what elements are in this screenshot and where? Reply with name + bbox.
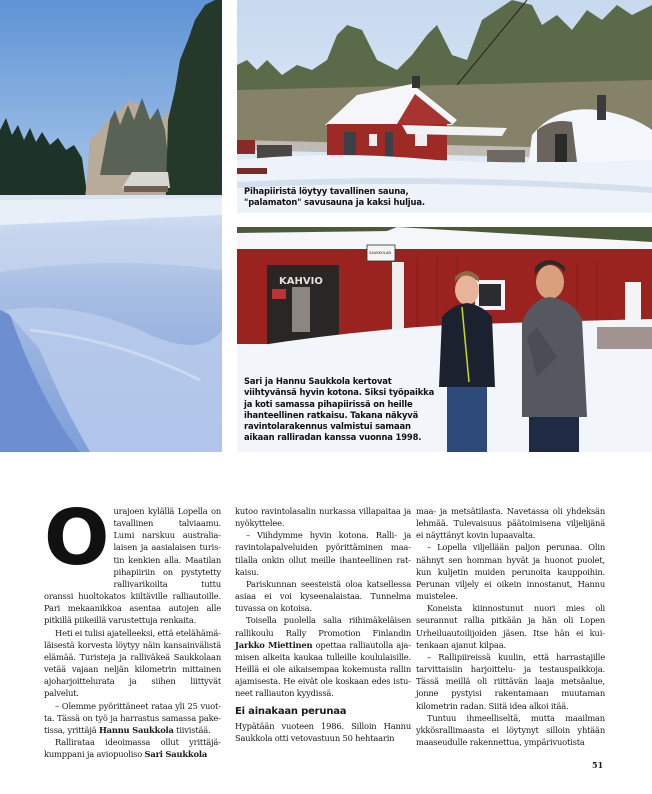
paragraph: urajoen kylällä Lopella on tavallinen talviaamu. Lumi narskuu australialaisen ja aasialaisen turistin kenkien alla. Maatilan pihapiiriin on pystytetty rallivarikoilta tuttu oranssi huoltokatos kiiltäville ralliautoille. Pari mekaanikkoa asentaa autojen alle pitkillä piikeillä varustettuja renkaita. (44, 506, 221, 626)
text-run: opettaa ralliautolla ajamisen alkeita kaukaa tulleille koululaisille. Heillä ei ole aikaisempaa kokemusta rallin ajamisesta. He eivät ole koskaan edes istuneet ralliauton kyydissä. (235, 639, 411, 699)
paragraph: Koneista kiinnostunut nuori mies oli seurannut rallia pitkään ja hän oli Lopen Urheiluautoilijoiden jäsen. Itse hän ei kuitenkaan ajanut kilpaa. (416, 603, 605, 650)
caption-line: ja koti samassa pihapiirissä on heille (244, 398, 413, 409)
article-column-3 (416, 505, 605, 748)
saukkolan-sign-text: SAUKKOLAN (369, 251, 392, 255)
photo-caption-sauna (244, 186, 444, 209)
paragraph: – Lopella viljellään paljon perunaa. Olin nähnyt sen homman hyvät ja huonot puolet, kun kuljetin muiden perunoita kauppoihin. Perunan viljely ei oikein innostanut, Hannu muistelee. (416, 542, 605, 602)
article-column-1 (44, 494, 221, 760)
person-name: Jarkko Miettinen (235, 639, 313, 650)
article-column-2 (235, 505, 411, 744)
kahvio-sign-text: KAHVIO (279, 276, 323, 287)
paragraph: Hypätään vuoteen 1986. Silloin Hannu Saukkola otti vetovastuun 50 hehtaarin (235, 720, 411, 743)
snowy-road-image (0, 0, 222, 452)
section-subheading: Ei ainakaan perunaa (235, 705, 347, 717)
person-name: Sari Saukkola (144, 749, 208, 760)
caption-line: ravintolarakennus valmistui samaan (244, 421, 411, 432)
paragraph: – Viihdymme hyvin kotona. Ralli- ja ravintolapalveluiden pyörittäminen maatilalla onkin ollut meille ihanteellinen ratkaisu. (235, 530, 411, 577)
photo-sauna-yard (237, 0, 652, 213)
text-run: Rallirataa ideoimassa ollut yrittäjäkumppani ja aviopuoliso (44, 736, 221, 760)
caption-line: viihtyvänsä hyvin kotona. Siksi työpaikka (244, 387, 435, 398)
caption-line: "palamaton" savusauna ja kaksi huljua. (244, 197, 425, 208)
paragraph (235, 614, 411, 699)
caption-line: aikaan ralliradan kanssa vuonna 1998. (244, 432, 422, 443)
paragraph: maa- ja metsätilasta. Navetassa oli yhdeksän lehmää. Tulevaisuus päätoimisena viljelijänä ei näyttänyt kovin lupaavalta. (416, 506, 605, 541)
text-run: tiivistää. (173, 724, 211, 735)
caption-line: Pihapiiristä löytyy tavallinen sauna, (244, 186, 409, 196)
photo-caption-couple (244, 376, 444, 444)
person-name: Hannu Saukkola (98, 724, 174, 735)
paragraph: Pariskunnan seesteistä oloa katsellessa asiaa ei voi kyseenalaistaa. Tunnelma tuvassa on kotoisa. (235, 578, 411, 614)
sauna-yard-image (237, 0, 652, 213)
paragraph: Tuntuu ihmeelliseltä, mutta maailman ykkösrallimaasta ei löytynyt silloin yhtään maaseudulle rakennettua, ympärivuotista (416, 712, 605, 747)
paragraph: kutoo ravintolasalin nurkassa villapaitaa ja nyökyttelee. (235, 506, 411, 529)
caption-line: ihanteellinen ratkaisu. Takana näkyvä (244, 409, 419, 420)
paragraph: Heti ei tulisi ajatelleeksi, että etelähämäläisestä korvesta löytyy näin kansainvälistä elämää. Turisteja ja ralliväkeä Saukkolaan vetää vajaan neljän kilometrin mittainen ajoharjoittelurata ja siihen liittyvät palvelut. (44, 627, 221, 699)
paragraph (44, 700, 221, 736)
text-run: – Olemme pyörittäneet rataa yli 25 vuotta. Tässä on työ ja harrastus samassa paketissa, yrittäjä (44, 700, 221, 735)
paragraph (44, 736, 221, 760)
page-number: 51 (592, 760, 604, 770)
caption-line: Sari ja Hannu Saukkola kertovat (244, 376, 392, 386)
text-run: Toisella puolella salia riihimäkeläisen rallikoulu Rally Promotion Finlandin (235, 615, 411, 638)
photo-snowy-road (0, 0, 222, 452)
drop-cap: O (44, 494, 108, 583)
paragraph: – Rallipiireissä kuulin, että harrastajille tarvittaisiin harjoittelu- ja testauspaikkoja. Tässä meillä oli riittävän laaja metsäalue, jonne pystyisi rakentamaan muutaman kilometrin radan. Siitä idea alkoi itää. (416, 651, 605, 711)
